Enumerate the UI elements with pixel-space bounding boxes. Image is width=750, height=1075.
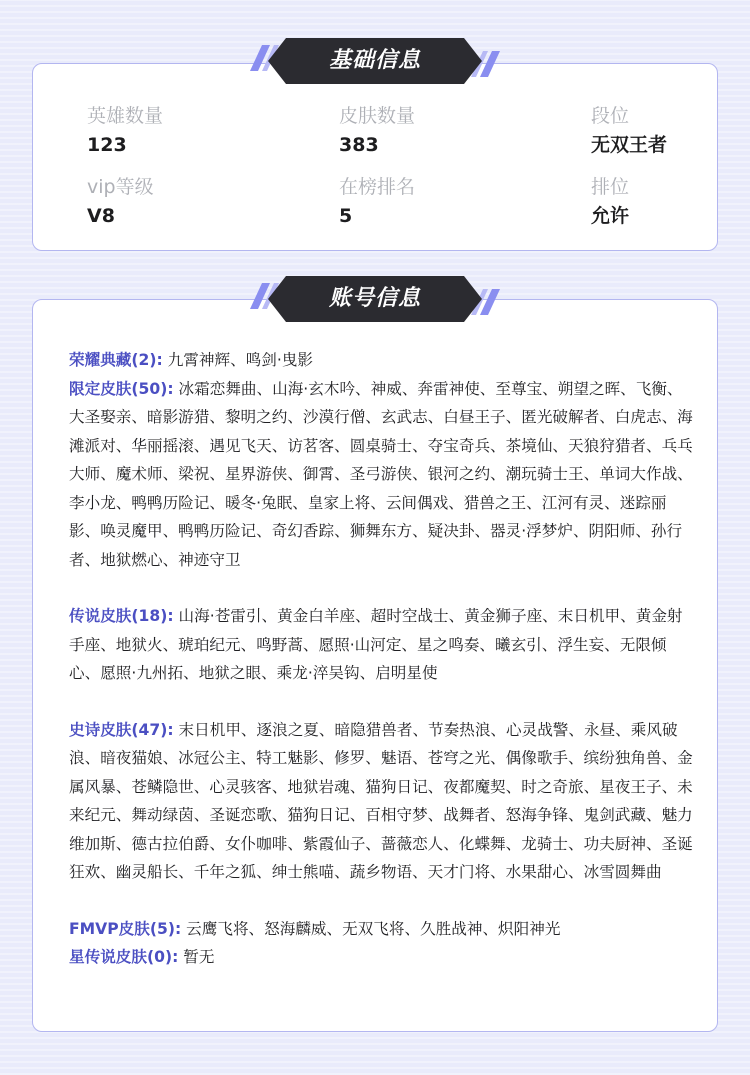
stat-leaderboard-rank [339,173,591,244]
stat-hero-count [87,102,339,173]
category-items: 山海·苍雷引、黄金白羊座、超时空战士、黄金狮子座、末日机甲、黄金射手座、地狱火、琥珀纪元、鸣野蒿、愿照·山河定、星之鸣奏、曦玄引、浮生妄、无限倾心、愿照·九州拓、地狱之眼、乘龙·淬吴钩、启明星使 [69,607,683,682]
stat-skin-count [339,102,591,173]
category-items: 末日机甲、逐浪之夏、暗隐猎兽者、节奏热浪、心灵战警、永昼、乘风破浪、暗夜猫娘、冰冠公主、特工魅影、修罗、魅语、苍穹之光、偶像歌手、缤纷独角兽、金属风暴、苍鳞隐世、心灵骇客、地狱岩魂、猫狗日记、夜都魔契、时之奇旅、星夜王子、未来纪元、舞动绿茵、圣诞恋歌、猫狗日记、百相守梦、战舞者、怒海争锋、鬼剑武藏、魅力维加斯、德古拉伯爵、女仆咖啡、紫霞仙子、蔷薇恋人、化蝶舞、龙骑士、功夫厨神、圣诞狂欢、幽灵船长、千年之狐、绅士熊喵、蔬乡物语、天才门将、水果甜心、冰雪圆舞曲 [69,720,693,881]
stat-value: 5 [339,205,353,227]
category-items: 冰霜恋舞曲、山海·玄木吟、神威、奔雷神使、至尊宝、朔望之晖、飞衡、大圣娶亲、暗影游猎、黎明之约、沙漠行僧、玄武志、白昼王子、匿光破解者、白虎志、海滩派对、华丽摇滚、遇见飞天、访茗客、圆桌骑士、夺宝奇兵、茶境仙、天狼狩猎者、乓乓大师、魔术师、梁祝、星界游侠、御霄、圣弓游侠、银河之约、潮玩骑士王、单词大作战、李小龙、鸭鸭历险记、暖冬·兔眠、皇家上将、云间偶戏、猎兽之王、江河有灵、迷踪丽影、唤灵魔甲、鸭鸭历险记、奇幻香踪、狮舞东方、疑决卦、器灵·浮梦炉、阴阳师、孙行者、地狱燃心、神迹守卫 [69,379,693,569]
category-label: 荣耀典藏(2): [69,351,163,369]
account-info-card [32,299,718,1032]
category-items: 九霄神辉、鸣剑·曳影 [167,351,313,369]
account-info-banner [248,276,502,322]
stat-value: 无双王者 [591,134,668,156]
skin-category-star-legend [69,943,695,972]
category-label: 史诗皮肤(47): [69,720,174,739]
stat-label: 排位 [591,176,630,198]
basic-info-banner [248,38,502,84]
stat-rank-tier [591,102,707,173]
stat-label: 英雄数量 [87,105,164,127]
category-label: FMVP皮肤(5): [69,919,182,938]
stat-label: 在榜排名 [339,176,416,198]
skin-category-epic [69,716,695,887]
stat-value: 383 [339,134,379,156]
section-title: 账号信息 [328,286,421,311]
category-items: 暂无 [183,948,215,966]
skin-category-fmvp [69,915,695,944]
stat-value: 允许 [591,205,630,227]
stat-value: 123 [87,134,127,156]
stat-value: V8 [87,205,115,227]
stat-vip-level [87,173,339,244]
skin-category-list [69,346,695,972]
skin-category-collection [69,346,695,375]
category-label: 限定皮肤(50): [69,379,174,398]
skin-category-legend [69,602,695,688]
basic-info-card [32,63,718,251]
category-label: 星传说皮肤(0): [69,948,179,966]
category-items: 云鹰飞将、怒海麟威、无双飞将、久胜战神、炽阳神光 [186,919,561,938]
section-title: 基础信息 [328,48,421,73]
stat-ranked-allowed [591,173,707,244]
category-label: 传说皮肤(18): [69,607,174,625]
stat-label: 皮肤数量 [339,105,416,127]
skin-category-limited [69,375,695,575]
stat-label: 段位 [591,105,630,127]
basic-stats-grid [87,102,707,244]
stat-label: vip等级 [87,176,154,198]
